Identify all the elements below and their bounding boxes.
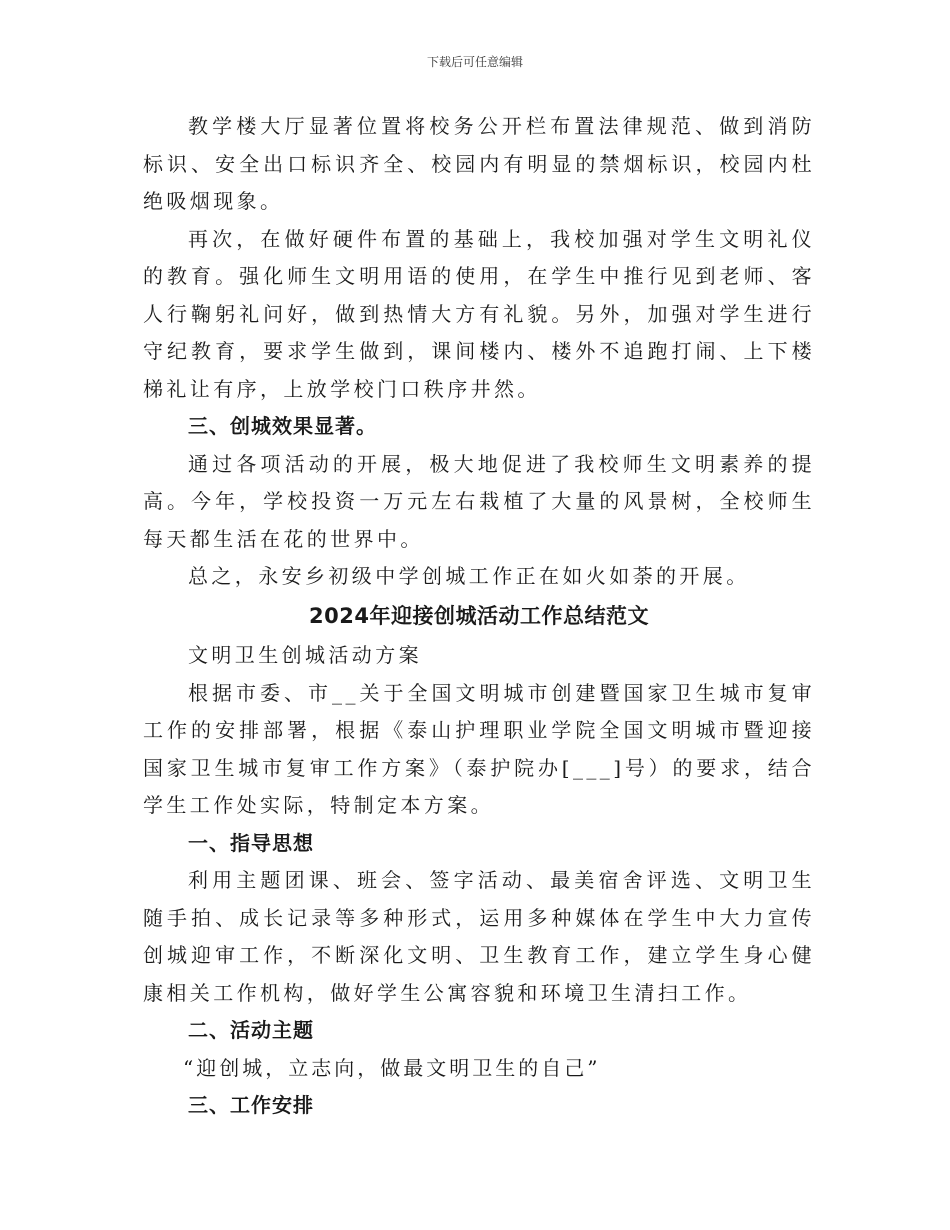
paragraph: 再次，在做好硬件布置的基础上，我校加强对学生文明礼仪的教育。强化师生文明用语的使用，在学生中推行见到老师、客人行鞠躬礼问好，做到热情大方有礼貌。另外，加强对学生进行守纪教育，要求学生做到，课间楼内、楼外不追跑打闹、上下楼梯礼让有序，上放学校门口秩序井然。	[143, 226, 815, 401]
document-body	[143, 108, 815, 1125]
paragraph: 总之，永安乡初级中学创城工作正在如火如荼的开展。	[188, 564, 750, 588]
page-header-note: 下载后可任意编辑	[426, 55, 523, 69]
paragraph: 教学楼大厅显著位置将校务公开栏布置法律规范、做到消防标识、安全出口标识齐全、校园内有明显的禁烟标识，校园内杜绝吸烟现象。	[143, 114, 815, 213]
subtitle: 文明卫生创城活动方案	[188, 643, 422, 667]
paragraph: 利用主题团课、班会、签字活动、最美宿舍评选、文明卫生随手拍、成长记录等多种形式，运用多种媒体在学生中大力宣传创城迎审工作，不断深化文明、卫生教育工作，建立学生身心健康相关工作机构，做好学生公寓容貌和环境卫生清扫工作。	[143, 868, 815, 1005]
paragraph: 根据市委、市__关于全国文明城市创建暨国家卫生城市复审工作的安排部署，根据《泰山护理职业学院全国文明城市暨迎接国家卫生城市复审工作方案》（泰护院办[___]号）的要求，结合学生工作处实际，特制定本方案。	[143, 680, 815, 817]
theme-quote: “迎创城，立志向，做最文明卫生的自己”	[183, 1055, 601, 1080]
section-heading: 一、指导思想	[188, 830, 314, 855]
section-heading: 三、工作安排	[188, 1093, 314, 1117]
section-heading: 三、创城效果显著。	[188, 414, 377, 438]
paragraph: 通过各项活动的开展，极大地促进了我校师生文明素养的提高。今年，学校投资一万元左右栽植了大量的风景树，全校师生每天都生活在花的世界中。	[143, 451, 815, 551]
section-heading: 二、活动主题	[188, 1018, 314, 1042]
document-title: 2024年迎接创城活动工作总结范文	[309, 603, 649, 628]
